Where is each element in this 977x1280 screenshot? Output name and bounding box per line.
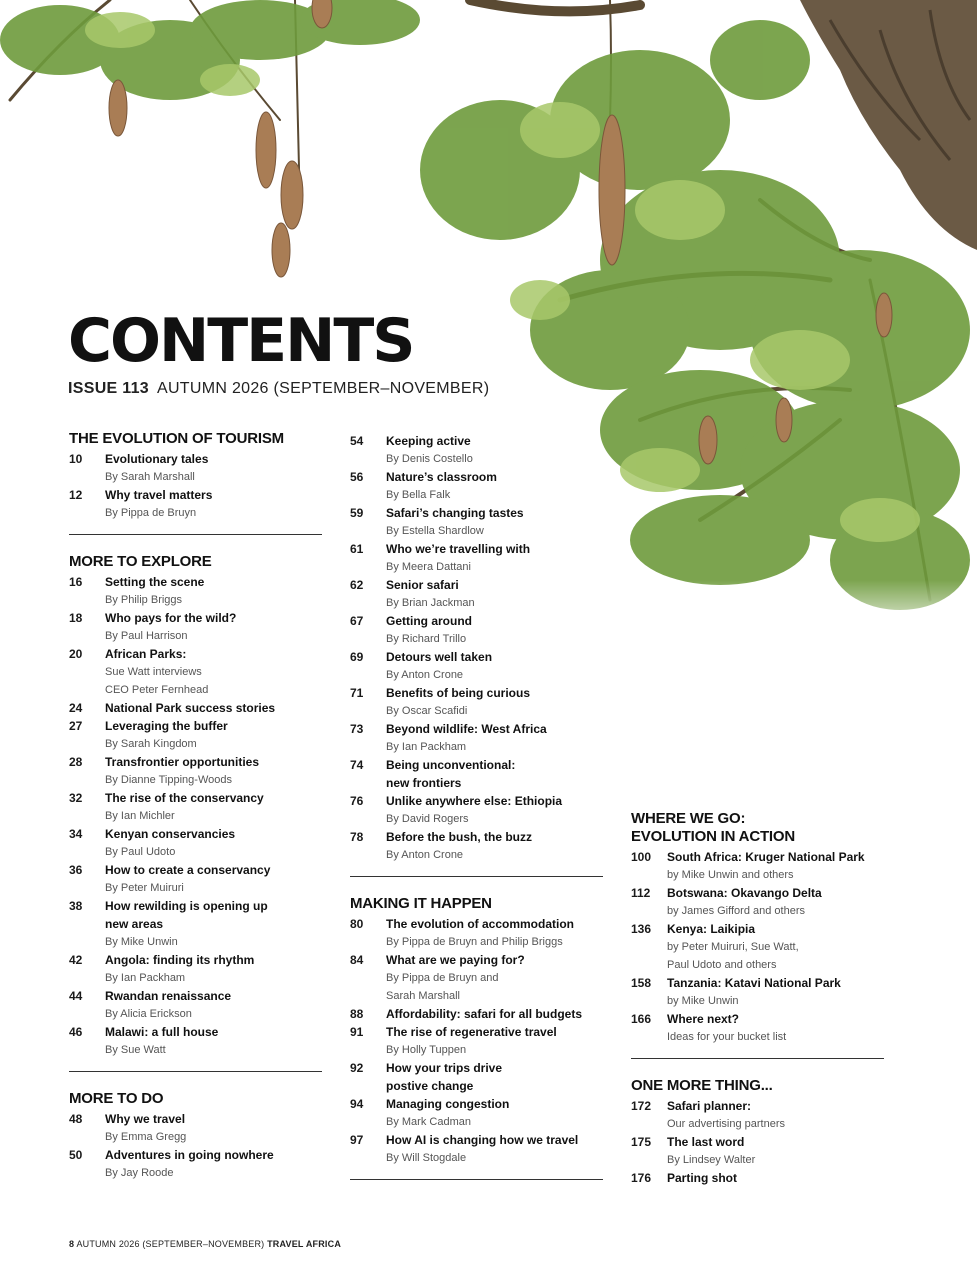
entry-title: Being unconventional:: [386, 758, 516, 772]
entry-body: [386, 915, 606, 951]
entry-byline: By Paul Udoto: [105, 846, 176, 858]
entry-title: Botswana: Okavango Delta: [667, 886, 822, 900]
entry-body: [105, 609, 325, 645]
entry-title: new areas: [105, 917, 164, 931]
entry-page-number: 34: [69, 827, 83, 841]
entry-body: [667, 974, 887, 1010]
toc-entry[interactable]: [350, 540, 606, 576]
toc-entry[interactable]: [350, 648, 606, 684]
entry-title: African Parks:: [105, 647, 187, 661]
entry-page-number: 112: [631, 886, 651, 900]
entry-byline: By Alicia Erickson: [105, 1008, 192, 1020]
page-footer: [69, 1239, 341, 1249]
toc-section: [350, 895, 606, 1180]
entry-byline: By Emma Gregg: [105, 1131, 187, 1143]
entry-body: [105, 486, 325, 522]
entry-title: Transfrontier opportunities: [105, 755, 260, 769]
toc-entry[interactable]: [69, 645, 325, 699]
entry-byline: CEO Peter Fernhead: [105, 684, 209, 696]
section-heading-line: MORE TO DO: [69, 1090, 164, 1107]
entry-byline: Paul Udoto and others: [667, 959, 777, 971]
entry-title: Why we travel: [105, 1112, 186, 1126]
entry-title: South Africa: Kruger National Park: [667, 850, 865, 864]
toc-entry[interactable]: [69, 450, 325, 486]
entry-body: [667, 1169, 887, 1187]
entry-page-number: 12: [69, 488, 83, 502]
entry-byline: By Pippa de Bruyn and Philip Briggs: [386, 936, 563, 948]
entry-title: Benefits of being curious: [386, 686, 531, 700]
entry-body: [105, 717, 325, 753]
entry-title: Where next?: [667, 1012, 740, 1026]
entry-byline: By Pippa de Bruyn and: [386, 972, 499, 984]
entry-title: Getting around: [386, 614, 472, 628]
toc-column-1: [69, 430, 325, 1182]
section-divider: [69, 534, 322, 535]
toc-column-2: [350, 432, 606, 1180]
entry-page-number: 76: [350, 794, 364, 808]
entry-page-number: 84: [350, 953, 364, 967]
entry-title: The rise of regenerative travel: [386, 1025, 557, 1039]
section-divider: [350, 876, 603, 877]
entry-page-number: 50: [69, 1148, 83, 1162]
toc-entry[interactable]: [69, 486, 325, 522]
entry-body: [386, 468, 606, 504]
footer-period: AUTUMN 2026 (SEPTEMBER–NOVEMBER): [76, 1239, 265, 1249]
entry-body: [105, 699, 325, 717]
entry-page-number: 59: [350, 506, 364, 520]
entry-title: Malawi: a full house: [105, 1025, 219, 1039]
contents-header: [68, 308, 489, 398]
entry-body: [386, 576, 606, 612]
toc-entry[interactable]: [350, 1059, 606, 1095]
entry-page-number: 166: [631, 1012, 652, 1026]
toc-entry[interactable]: [69, 825, 325, 861]
section-divider: [350, 1179, 603, 1180]
entry-title: How to create a conservancy: [105, 863, 271, 877]
entry-body: [105, 789, 325, 825]
entry-body: [386, 648, 606, 684]
entry-byline: By Anton Crone: [386, 849, 464, 861]
entry-title: Beyond wildlife: West Africa: [386, 722, 547, 736]
toc-entry[interactable]: [350, 720, 606, 756]
toc-entry[interactable]: [350, 1005, 606, 1023]
entry-byline: Sarah Marshall: [386, 990, 460, 1002]
entry-byline: By Mark Cadman: [386, 1116, 471, 1128]
entry-body: [105, 861, 325, 897]
section-divider: [631, 1058, 884, 1059]
entry-page-number: 172: [631, 1099, 652, 1113]
entry-page-number: 62: [350, 578, 364, 592]
section-heading-line: EVOLUTION IN ACTION: [631, 828, 795, 845]
toc-entry[interactable]: [69, 1110, 325, 1146]
entry-byline: Our advertising partners: [667, 1118, 785, 1130]
entry-body: [386, 828, 606, 864]
entry-body: [667, 848, 887, 884]
toc-entry[interactable]: [350, 504, 606, 540]
entry-page-number: 71: [350, 686, 364, 700]
entry-byline: By Meera Dattani: [386, 561, 471, 573]
entry-title: Unlike anywhere else: Ethiopia: [386, 794, 563, 808]
toc-entry[interactable]: [350, 792, 606, 828]
entry-body: [667, 1097, 887, 1133]
section-heading-line: THE EVOLUTION OF TOURISM: [69, 430, 284, 447]
toc-entry[interactable]: [69, 789, 325, 825]
toc-section: [631, 1077, 887, 1187]
entry-body: [105, 897, 325, 951]
entry-title: How your trips drive: [386, 1061, 503, 1075]
entry-page-number: 28: [69, 755, 83, 769]
entry-body: [105, 1023, 325, 1059]
entry-body: [105, 450, 325, 486]
entry-byline: By Philip Briggs: [105, 594, 183, 606]
footer-brand: TRAVEL AFRICA: [267, 1239, 342, 1249]
entry-byline: By Ian Packham: [386, 741, 467, 753]
entry-byline: By Richard Trillo: [386, 633, 467, 645]
entry-page-number: 175: [631, 1135, 652, 1149]
toc-entry[interactable]: [69, 717, 325, 753]
entry-title: The evolution of accommodation: [386, 917, 575, 931]
entry-page-number: 38: [69, 899, 83, 913]
page-title: CONTENTS: [68, 306, 414, 376]
entry-byline: By Estella Shardlow: [386, 525, 484, 537]
toc-entry[interactable]: [631, 848, 887, 884]
entry-body: [667, 1133, 887, 1169]
toc-entry[interactable]: [69, 1146, 325, 1182]
entry-page-number: 56: [350, 470, 364, 484]
entry-page-number: 74: [350, 758, 364, 772]
entry-page-number: 46: [69, 1025, 83, 1039]
toc-entry[interactable]: [631, 974, 887, 1010]
entry-page-number: 67: [350, 614, 364, 628]
entry-byline: By Sue Watt: [105, 1044, 166, 1056]
entry-page-number: 54: [350, 434, 364, 448]
entry-page-number: 42: [69, 953, 83, 967]
entry-byline: By Jay Roode: [105, 1167, 174, 1179]
entry-body: [105, 645, 325, 699]
toc-entry[interactable]: [350, 1095, 606, 1131]
entry-byline: By Anton Crone: [386, 669, 464, 681]
entry-body: [386, 1059, 606, 1095]
entry-byline: By Peter Muiruri: [105, 882, 184, 894]
toc-entry[interactable]: [69, 699, 325, 717]
toc-entry[interactable]: [631, 1133, 887, 1169]
entry-page-number: 44: [69, 989, 83, 1003]
entry-title: Affordability: safari for all budgets: [386, 1007, 583, 1021]
toc-column-3: [631, 810, 887, 1187]
entry-title: National Park success stories: [105, 701, 276, 715]
entry-title: Safari planner:: [667, 1099, 752, 1113]
entry-body: [105, 1146, 325, 1182]
entry-page-number: 158: [631, 976, 652, 990]
entry-byline: By David Rogers: [386, 813, 469, 825]
entry-body: [386, 504, 606, 540]
entry-title: Why travel matters: [105, 488, 213, 502]
entry-page-number: 10: [69, 452, 83, 466]
toc-entry[interactable]: [69, 951, 325, 987]
entry-page-number: 27: [69, 719, 83, 733]
entry-page-number: 73: [350, 722, 364, 736]
toc-entry[interactable]: [350, 1023, 606, 1059]
entry-title: Parting shot: [667, 1171, 738, 1185]
toc-entry[interactable]: [350, 828, 606, 864]
toc-entry[interactable]: [350, 432, 606, 468]
entry-title: Keeping active: [386, 434, 471, 448]
entry-body: [386, 792, 606, 828]
entry-body: [386, 951, 606, 1005]
toc-section: [69, 1090, 325, 1182]
entry-title: What are we paying for?: [386, 953, 525, 967]
toc-entry[interactable]: [350, 756, 606, 792]
entry-byline: By Will Stogdale: [386, 1152, 467, 1164]
section-heading: [631, 1077, 887, 1095]
entry-page-number: 136: [631, 922, 652, 936]
toc-entry[interactable]: [631, 884, 887, 920]
entry-body: [386, 1005, 606, 1023]
entry-byline: Sue Watt interviews: [105, 666, 202, 678]
toc-entry[interactable]: [69, 573, 325, 609]
entry-byline: By Sarah Marshall: [105, 471, 195, 483]
toc-section: [631, 810, 887, 1059]
entry-page-number: 92: [350, 1061, 364, 1075]
entry-page-number: 20: [69, 647, 83, 661]
entry-title: Tanzania: Katavi National Park: [667, 976, 841, 990]
entry-page-number: 91: [350, 1025, 364, 1039]
entry-title: Safari’s changing tastes: [386, 506, 524, 520]
toc-entry[interactable]: [631, 1097, 887, 1133]
toc-section: [69, 553, 325, 1072]
entry-title: Who we’re travelling with: [386, 542, 531, 556]
toc-section: [69, 430, 325, 535]
entry-page-number: 48: [69, 1112, 83, 1126]
section-heading-line: MORE TO EXPLORE: [69, 553, 212, 570]
entry-byline: By Dianne Tipping-Woods: [105, 774, 232, 786]
entry-title: Managing congestion: [386, 1097, 510, 1111]
entry-body: [105, 987, 325, 1023]
entry-page-number: 61: [350, 542, 364, 556]
entry-body: [386, 1131, 606, 1167]
entry-title: The rise of the conservancy: [105, 791, 264, 805]
entry-page-number: 18: [69, 611, 83, 625]
toc-entry[interactable]: [69, 1023, 325, 1059]
entry-byline: By Ian Michler: [105, 810, 175, 822]
entry-byline: By Pippa de Bruyn: [105, 507, 197, 519]
entry-title: Adventures in going nowhere: [105, 1148, 274, 1162]
entry-body: [386, 432, 606, 468]
entry-byline: By Oscar Scafidi: [386, 705, 468, 717]
toc-entry[interactable]: [350, 468, 606, 504]
entry-byline: Ideas for your bucket list: [667, 1031, 787, 1043]
section-heading: [69, 553, 325, 571]
entry-title: How AI is changing how we travel: [386, 1133, 579, 1147]
entry-body: [105, 573, 325, 609]
entry-body: [386, 540, 606, 576]
entry-title: Kenya: Laikipia: [667, 922, 756, 936]
toc-entry[interactable]: [631, 920, 887, 974]
entry-page-number: 100: [631, 850, 652, 864]
entry-page-number: 94: [350, 1097, 364, 1111]
entry-title: Senior safari: [386, 578, 459, 592]
entry-body: [386, 684, 606, 720]
entry-title: postive change: [386, 1079, 474, 1093]
toc-entry[interactable]: [69, 987, 325, 1023]
footer-page-number: 8: [69, 1239, 75, 1249]
entry-body: [386, 720, 606, 756]
entry-page-number: 78: [350, 830, 364, 844]
entry-byline: by Mike Unwin: [667, 995, 739, 1007]
entry-byline: by Peter Muiruri, Sue Watt,: [667, 941, 799, 953]
entry-body: [667, 884, 887, 920]
entry-title: How rewilding is opening up: [105, 899, 268, 913]
entry-title: The last word: [667, 1135, 745, 1149]
entry-title: Angola: finding its rhythm: [105, 953, 255, 967]
entry-page-number: 88: [350, 1007, 364, 1021]
entry-title: Kenyan conservancies: [105, 827, 236, 841]
entry-body: [667, 1010, 887, 1046]
entry-page-number: 80: [350, 917, 364, 931]
section-heading: [350, 895, 606, 913]
entry-title: Rwandan renaissance: [105, 989, 232, 1003]
entry-body: [386, 1023, 606, 1059]
section-heading: [69, 1090, 325, 1108]
toc-section: [350, 432, 606, 877]
toc-entry[interactable]: [69, 897, 325, 951]
entry-byline: By Holly Tuppen: [386, 1044, 467, 1056]
section-heading-line: ONE MORE THING...: [631, 1077, 773, 1094]
entry-body: [386, 612, 606, 648]
toc-entry[interactable]: [350, 576, 606, 612]
toc-entry[interactable]: [350, 1131, 606, 1167]
entry-body: [386, 1095, 606, 1131]
entry-body: [667, 920, 887, 974]
entry-byline: by Mike Unwin and others: [667, 869, 794, 881]
issue-line: [68, 380, 489, 398]
entry-body: [105, 825, 325, 861]
entry-title: Setting the scene: [105, 575, 205, 589]
toc-entry[interactable]: [350, 915, 606, 951]
toc-entry[interactable]: [69, 753, 325, 789]
section-heading: [69, 430, 325, 448]
entry-body: [105, 951, 325, 987]
section-divider: [69, 1071, 322, 1072]
toc-entry[interactable]: [69, 609, 325, 645]
entry-byline: By Mike Unwin: [105, 936, 178, 948]
entry-byline: By Bella Falk: [386, 489, 451, 501]
entry-page-number: 176: [631, 1171, 652, 1185]
entry-title: Who pays for the wild?: [105, 611, 237, 625]
entry-title: Evolutionary tales: [105, 452, 209, 466]
entry-byline: By Denis Costello: [386, 453, 473, 465]
entry-page-number: 16: [69, 575, 83, 589]
entry-byline: By Ian Packham: [105, 972, 186, 984]
toc-entry[interactable]: [350, 684, 606, 720]
entry-page-number: 24: [69, 701, 83, 715]
entry-byline: By Sarah Kingdom: [105, 738, 197, 750]
entry-byline: by James Gifford and others: [667, 905, 805, 917]
entry-body: [105, 1110, 325, 1146]
entry-page-number: 36: [69, 863, 83, 877]
toc-entry[interactable]: [350, 612, 606, 648]
entry-body: [386, 756, 606, 792]
entry-title: Detours well taken: [386, 650, 493, 664]
entry-page-number: 97: [350, 1133, 364, 1147]
issue-period: AUTUMN 2026 (SEPTEMBER–NOVEMBER): [156, 380, 490, 397]
entry-title: Leveraging the buffer: [105, 719, 228, 733]
toc-entry[interactable]: [69, 861, 325, 897]
entry-page-number: 69: [350, 650, 364, 664]
section-heading-line: MAKING IT HAPPEN: [350, 895, 492, 912]
issue-number: ISSUE 113: [68, 380, 149, 397]
entry-title: new frontiers: [386, 776, 462, 790]
toc-entry[interactable]: [350, 951, 606, 1005]
section-heading-line: WHERE WE GO:: [631, 810, 746, 827]
toc-entry[interactable]: [631, 1169, 887, 1187]
entry-title: Before the bush, the buzz: [386, 830, 533, 844]
entry-byline: By Lindsey Walter: [667, 1154, 756, 1166]
entry-byline: By Brian Jackman: [386, 597, 475, 609]
entry-page-number: 32: [69, 791, 83, 805]
entry-title: Nature’s classroom: [386, 470, 497, 484]
entry-body: [105, 753, 325, 789]
entry-byline: By Paul Harrison: [105, 630, 188, 642]
section-heading: [631, 810, 887, 846]
toc-entry[interactable]: [631, 1010, 887, 1046]
